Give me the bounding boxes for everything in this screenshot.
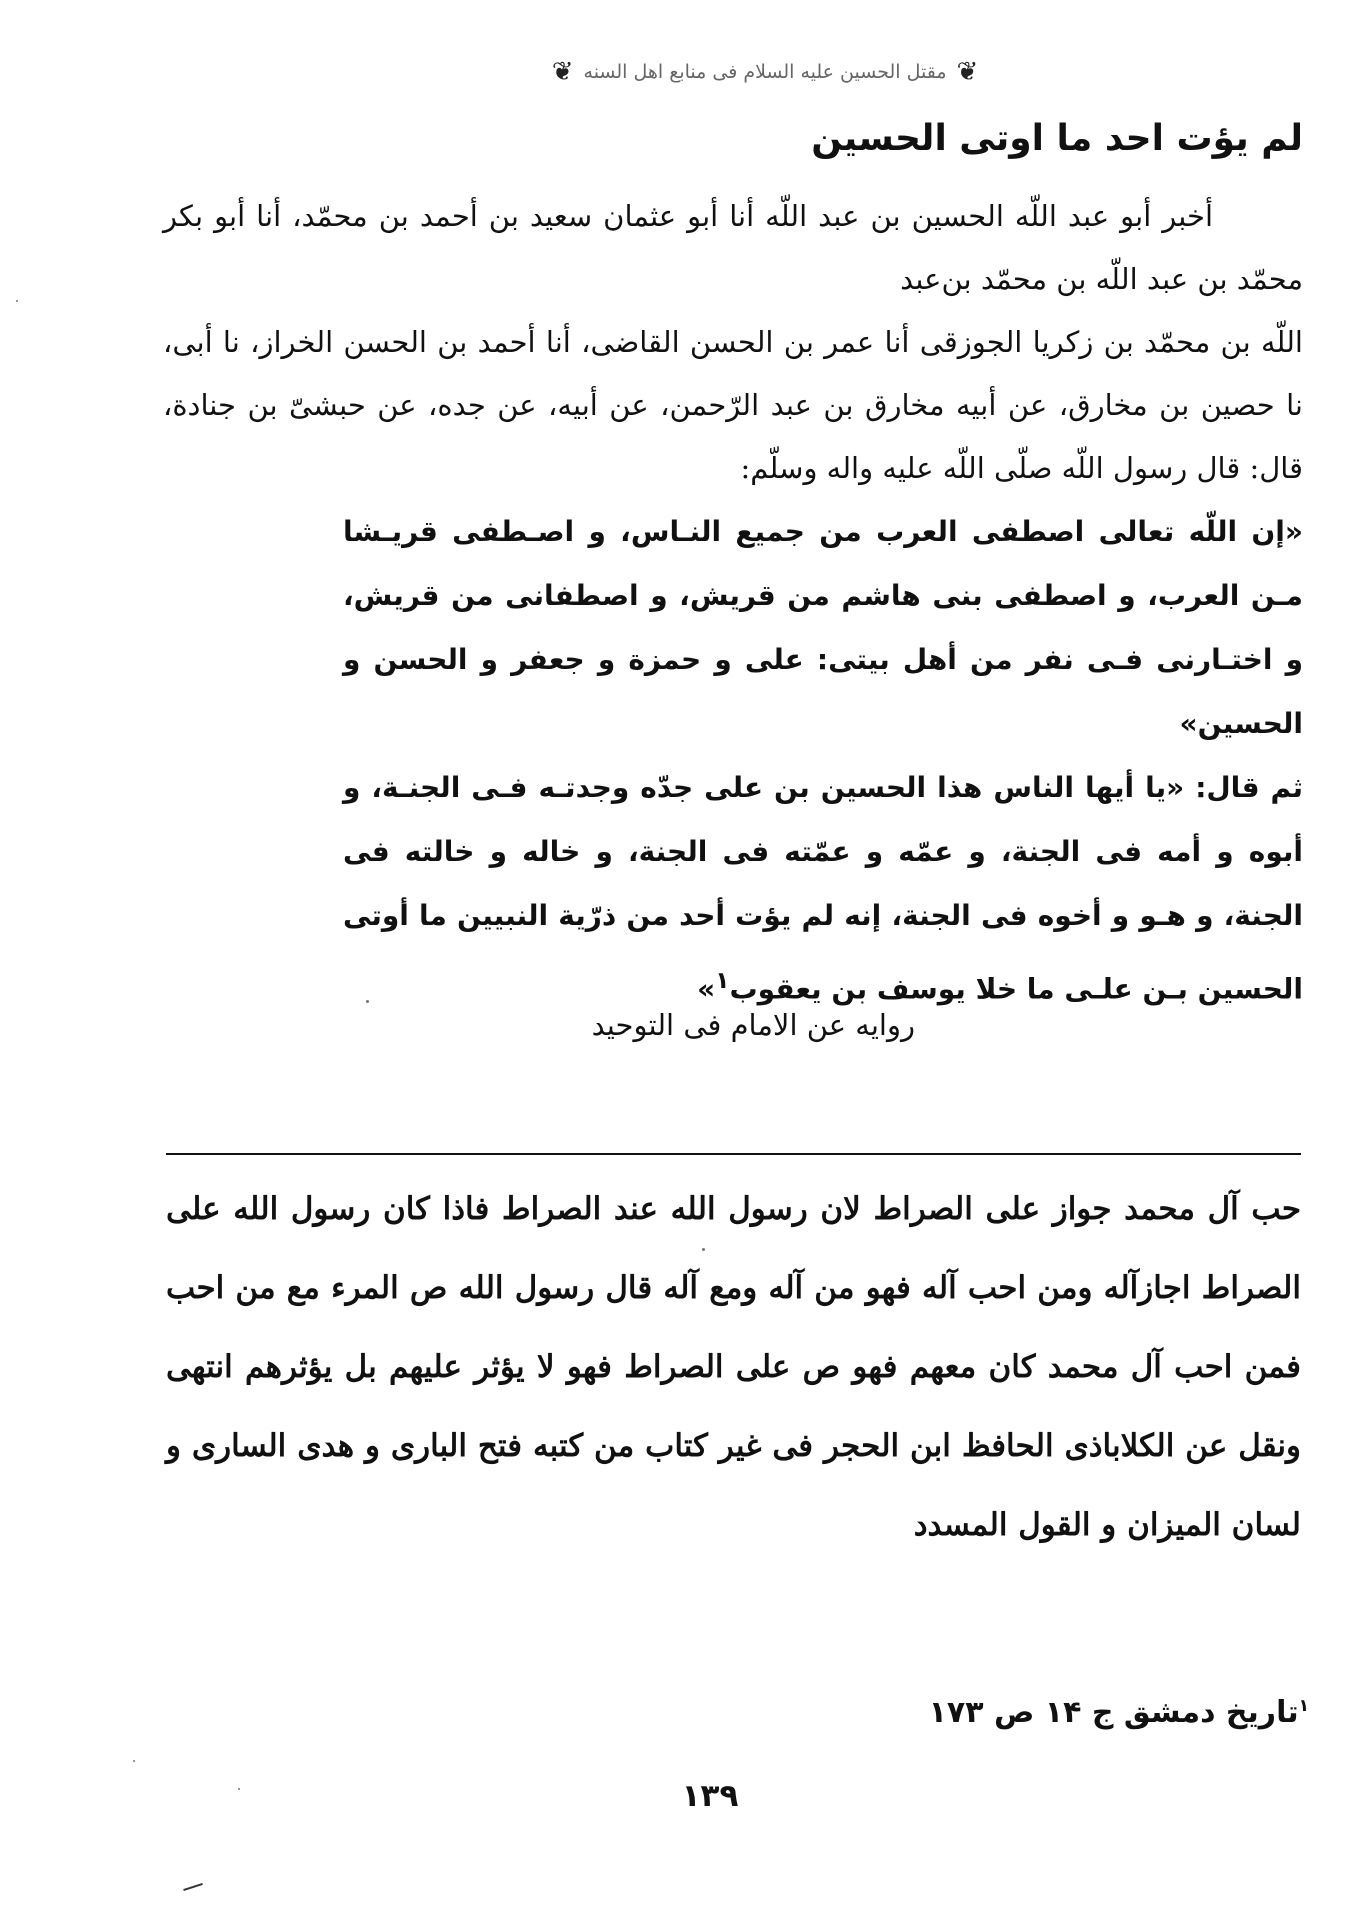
divider [166, 1153, 1301, 1155]
footnote [929, 1695, 1309, 1730]
footnote-marker: ١ [1298, 1696, 1309, 1716]
isnad-line: أخبر أبو عبد اللّه الحسين بن عبد اللّه أنا أبو عثمان سعيد بن أحمد بن محمّد، أنا أبو بكر محمّد بن عبد اللّه بن محمّد بن‌عبد [163, 199, 1303, 296]
scan-mark [183, 1883, 203, 1891]
running-header [540, 52, 990, 92]
scan-speck [133, 1760, 135, 1762]
quote-paragraph [163, 756, 1303, 1021]
scan-speck [366, 1000, 369, 1003]
hadith-quote [163, 500, 1303, 1021]
footnote-text: تاريخ دمشق ج ١۴ ص ١٧٣ [928, 1695, 1299, 1730]
ornament-icon: ❦ [551, 57, 574, 87]
page-number: ١٣٩ [681, 1778, 739, 1814]
scan-speck [702, 1248, 705, 1251]
running-title: مقتل الحسين عليه السلام فى منابع اهل السنه [583, 61, 947, 83]
scan-speck [16, 300, 18, 302]
ornament-icon: ❦ [956, 57, 979, 87]
isnad-line: اللّه بن محمّد بن زكريا الجوزقى أنا عمر بن الحسن القاضى، أنا أحمد بن الحسن الخراز، نا أبى، نا حصين بن مخارق، عن أبيه مخارق بن عبد الرّحمن، عن أبيه، عن جده، عن حبشىّ بن جنادة، قال: قال رسول اللّه صلّى اللّه عليه واله وسلّم: [163, 325, 1303, 485]
quote-text: ثم قال: «يا أيها الناس هذا الحسين بن على جدّه وجدتـه فـى الجنـة، و أبوه و أمه فى الجنة، و عمّه و عمّته فى الجنة، و خاله و خالته فى الجنة، و هـو و أخوه فى الجنة، إنه لم يؤت أحد من ذرّية النبيين ما أوتى الحسين بـن علـى ما خلا يوسف بن يعقوب [343, 771, 1303, 1006]
section-title: لم يؤت احد ما اوتى الحسين [811, 118, 1303, 159]
scan-speck [238, 1788, 240, 1790]
quote-close: » [697, 972, 716, 1006]
isnad-paragraph [163, 185, 1303, 500]
note-line: روايه عن الامام فى التوحيد [591, 1008, 915, 1042]
note-paragraph: حب آل محمد جواز على الصراط لان رسول الله عند الصراط فاذا كان رسول الله على الصراط اجازآله ومن احب آله فهو من آله ومع آله قال رسول الله ص المرء مع من احب فمن احب آل محمد كان معهم فهو ص على الصراط فهو لا يؤثر عليهم بل يؤثرهم انتهى ونقل عن الكلاباذى الحافظ ابن الحجر فى غير كتاب من كتبه فتح البارى و هدى السارى و لسان الميزان و القول المسدد [166, 1191, 1301, 1543]
quote-paragraph: «إن اللّه تعالى اصطفى العرب من جميع النـاس، و اصـطفى قريـشا مـن العرب، و اصطفى بنى هاشم من قريش، و اصطفانى من قريش، و اختـارنى فـى نفر من أهل بيتى: على و حمزة و جعفر و الحسن و الحسين» [343, 515, 1303, 740]
footnote-ref: ١ [715, 966, 730, 994]
handwritten-note-paragraph [166, 1170, 1301, 1565]
